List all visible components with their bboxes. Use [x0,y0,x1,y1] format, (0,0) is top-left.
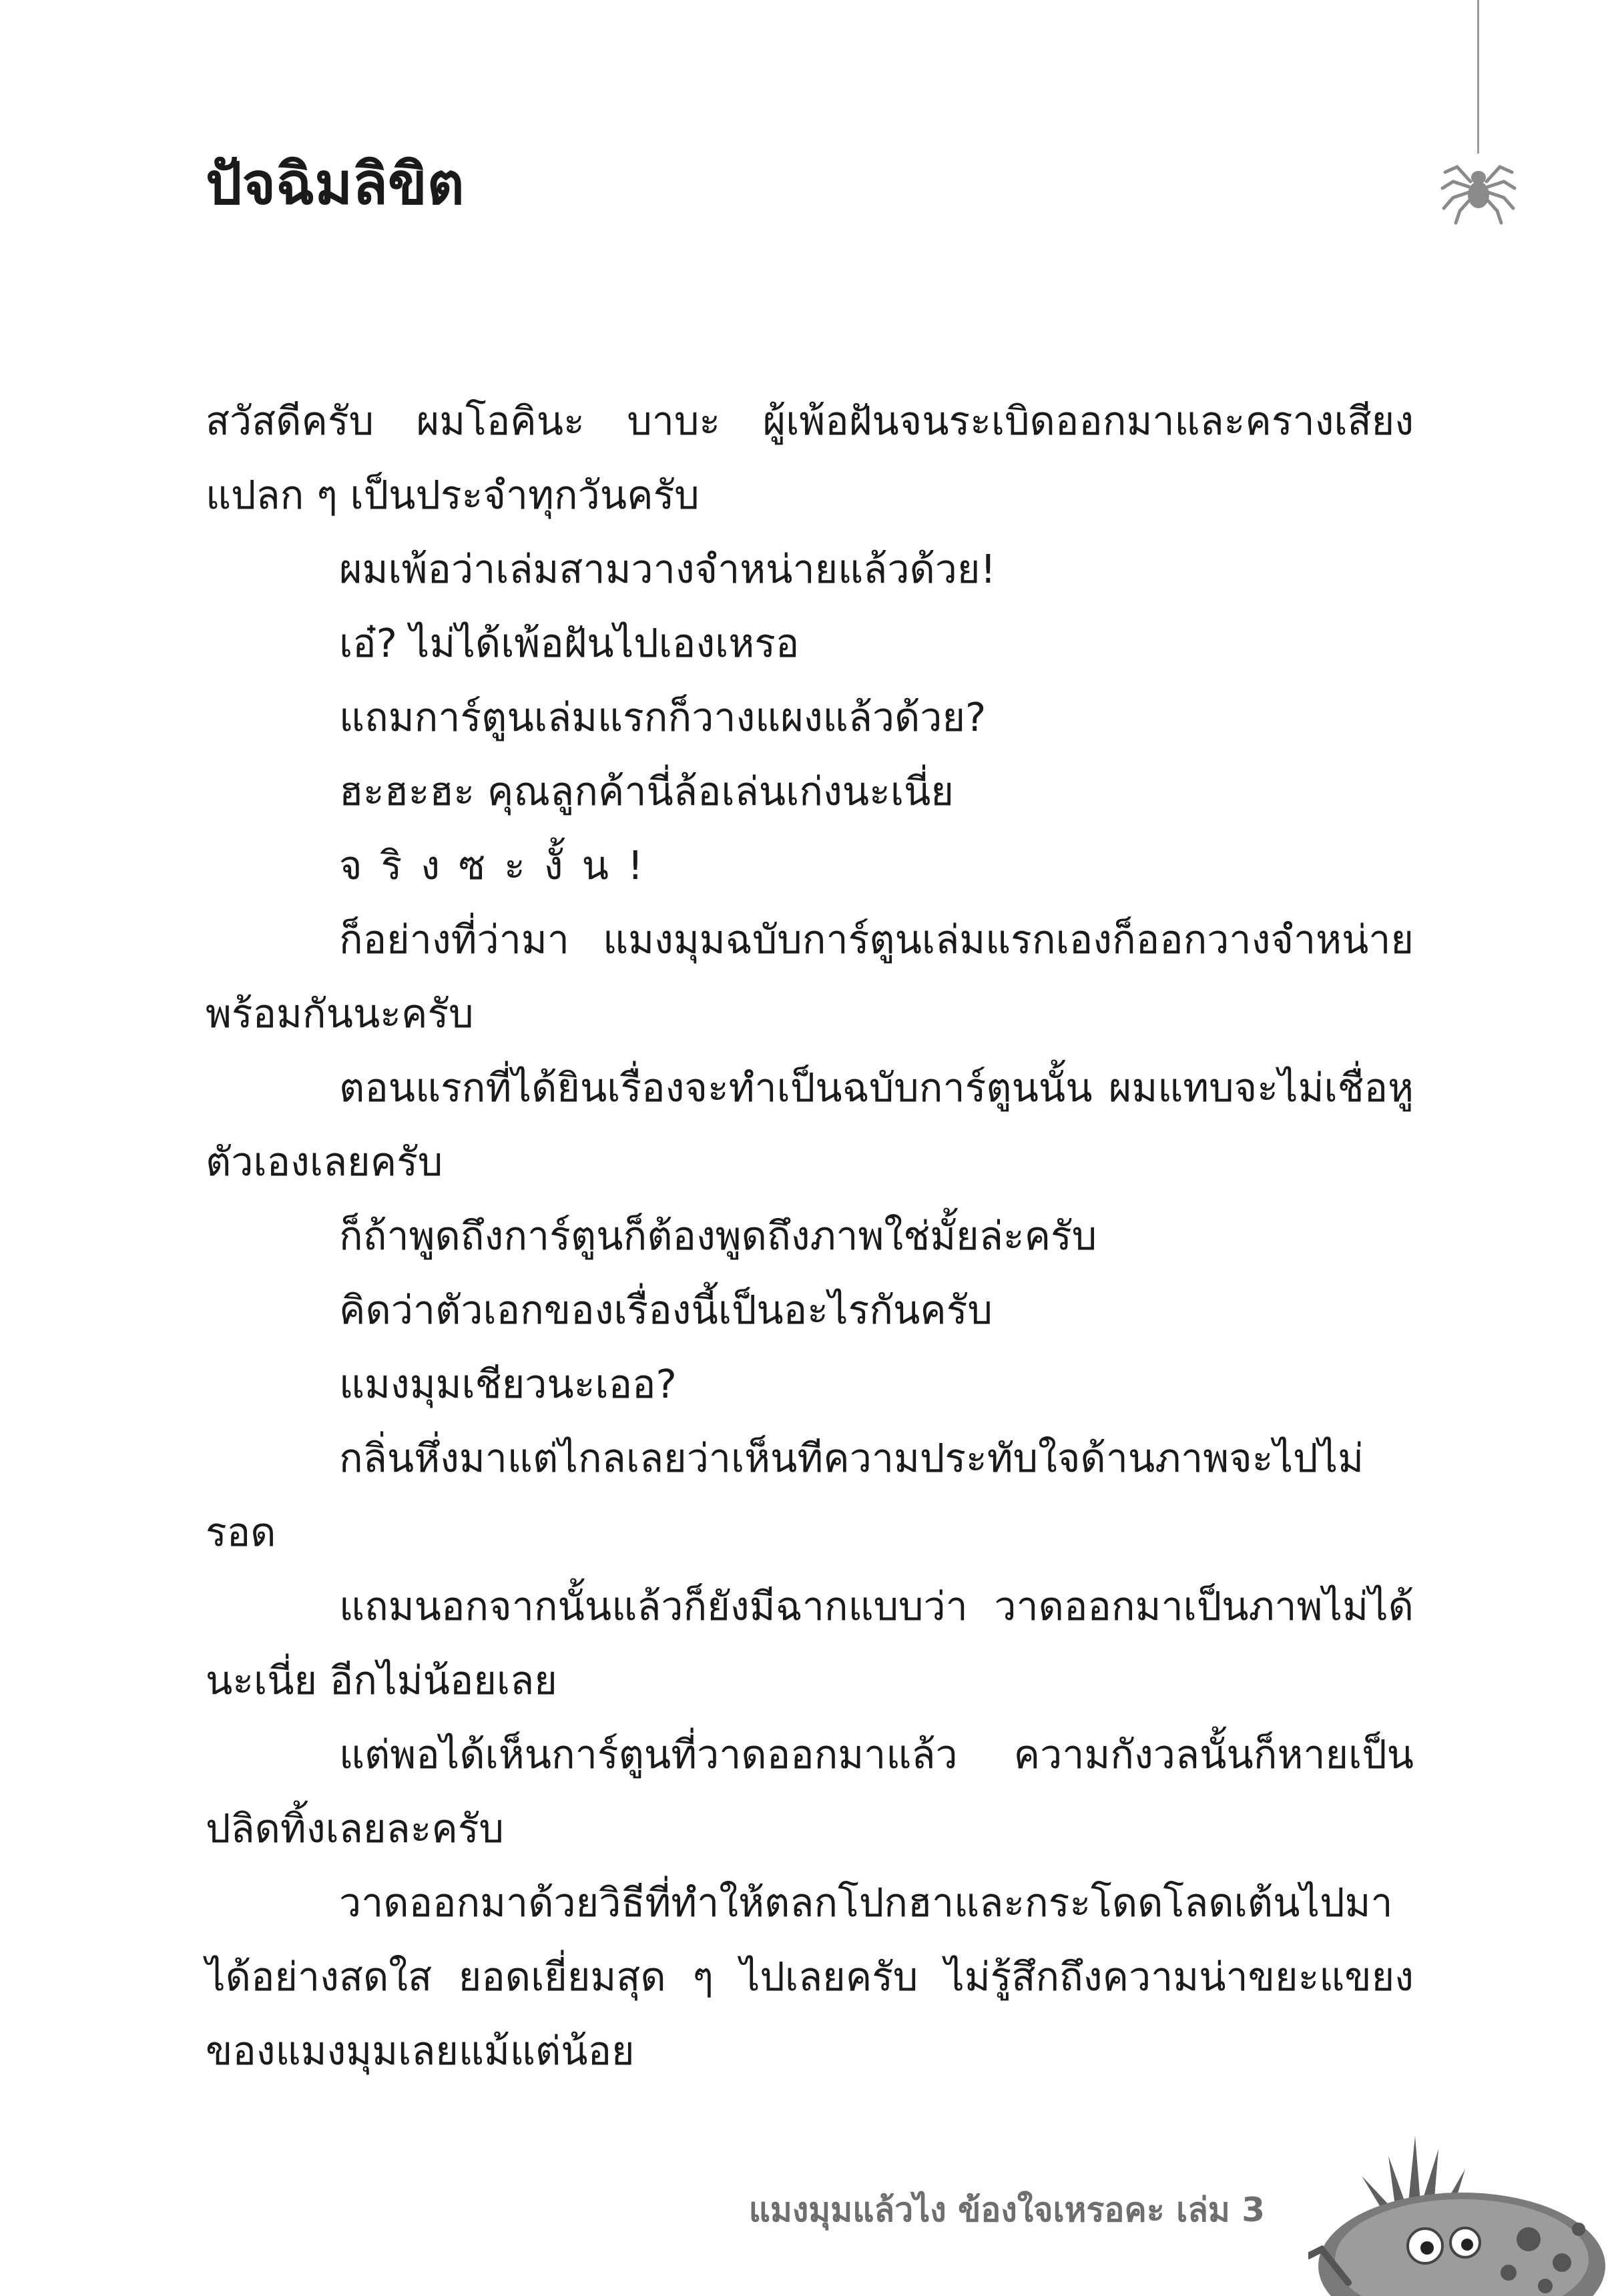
paragraph: แถมการ์ตูนเล่มแรกก็วางแผงแล้วด้วย? [339,694,987,740]
paragraph: ตอนแรกที่ได้ยินเรื่องจะทำเป็นฉบับการ์ตูนนั้น ผมแทบจะไม่เชื่อหูตัวเองเลยครับ [206,1065,1414,1185]
paragraph: จริงซะงั้น! [339,842,662,888]
paragraph: แต่พอได้เห็นการ์ตูนที่วาดออกมาแล้ว ความกังวลนั้นก็หายเป็นปลิดทิ้งเลยละครับ [206,1731,1414,1851]
page-title: ปัจฉิมลิขิต [206,151,465,218]
paragraph: เอ๋? ไม่ได้เพ้อฝันไปเองเหรอ [339,620,800,666]
spider-mascot-illustration [1308,2122,1612,2296]
paragraph: แมงมุมเชียวนะเออ? [339,1361,677,1407]
paragraph: สวัสดีครับ ผมโอคินะ บาบะ ผู้เพ้อฝันจนระเบิดออกมาและครางเสียงแปลก ๆ เป็นประจำทุกวันครับ [206,398,1414,518]
paragraph: วาดออกมาด้วยวิธีที่ทำให้ตลกโปกฮาและกระโดดโลดเต้นไปมาได้อย่างสดใส ยอดเยี่ยมสุด ๆ ไปเลยครับ ไม่รู้สึกถึงความน่าขยะแขยงของแมงมุมเลยแม้แต่น้อย [206,1880,1414,2074]
paragraph: แถมนอกจากนั้นแล้วก็ยังมีฉากแบบว่า วาดออกมาเป็นภาพไม่ได้นะเนี่ย อีกไม่น้อยเลย [206,1583,1414,1703]
paragraph: ผมเพ้อว่าเล่มสามวางจำหน่ายแล้วด้วย! [339,546,997,592]
spider-icon [1438,147,1519,227]
paragraph: คิดว่าตัวเอกของเรื่องนี้เป็นอะไรกันครับ [339,1287,993,1333]
body-text [206,384,1414,2088]
paragraph: ฮะฮะฮะ คุณลูกค้านี่ล้อเล่นเก่งนะเนี่ย [339,768,954,814]
spider-thread [1477,0,1479,154]
paragraph: ก็อย่างที่ว่ามา แมงมุมฉบับการ์ตูนเล่มแรกเองก็ออกวางจำหน่ายพร้อมกันนะครับ [206,916,1414,1037]
running-footer: แมงมุมแล้วไง ข้องใจเหรอคะ เล่ม 3 [748,2191,1265,2229]
paragraph: ก็ถ้าพูดถึงการ์ตูนก็ต้องพูดถึงภาพใช่มั้ยล่ะครับ [339,1213,1097,1259]
paragraph: กลิ่นหึ่งมาแต่ไกลเลยว่าเห็นทีความประทับใจด้านภาพจะไปไม่รอด [206,1435,1364,1555]
